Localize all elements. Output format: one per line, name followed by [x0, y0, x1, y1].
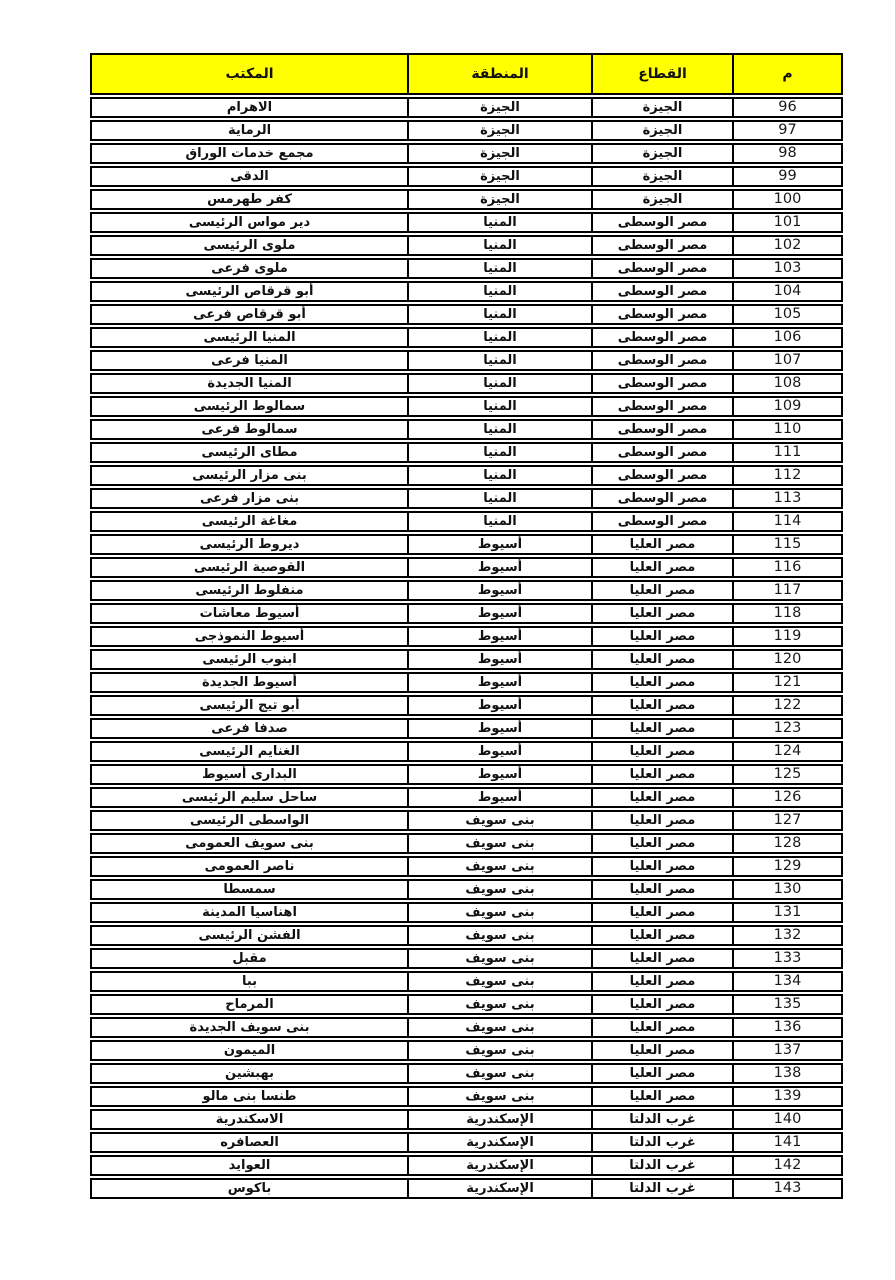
cell-number: 111	[732, 444, 841, 461]
cell-sector: مصر الوسطى	[591, 444, 732, 461]
table-row	[90, 419, 843, 440]
cell-number: 133	[732, 950, 841, 967]
cell-region: بنى سويف	[407, 927, 591, 944]
cell-sector: مصر العليا	[591, 789, 732, 806]
cell-sector: مصر الوسطى	[591, 421, 732, 438]
table-row	[90, 741, 843, 762]
cell-region: أسيوط	[407, 582, 591, 599]
table-row	[90, 327, 843, 348]
cell-region: بنى سويف	[407, 881, 591, 898]
cell-office: ابنوب الرئيسى	[202, 652, 297, 667]
cell-sector: مصر العليا	[591, 743, 732, 760]
cell-number: 106	[732, 329, 841, 346]
table-row	[90, 534, 843, 555]
cell-sector: مصر الوسطى	[591, 490, 732, 507]
cell-number: 98	[732, 145, 841, 162]
cell-region: أسيوط	[407, 789, 591, 806]
cell-number: 125	[732, 766, 841, 783]
cell-number: 102	[732, 237, 841, 254]
cell-number: 141	[732, 1134, 841, 1151]
cell-number: 96	[732, 99, 841, 116]
cell-number: 128	[732, 835, 841, 852]
cell-region: المنيا	[407, 260, 591, 277]
cell-sector: مصر الوسطى	[591, 467, 732, 484]
cell-number: 140	[732, 1111, 841, 1128]
cell-region: المنيا	[407, 421, 591, 438]
cell-office: أسيوط الجديدة	[202, 675, 298, 690]
table-row	[90, 1063, 843, 1084]
cell-region: أسيوط	[407, 743, 591, 760]
cell-office: اهناسيا المدينة	[202, 905, 297, 920]
cell-region: الإسكندرية	[407, 1111, 591, 1128]
cell-number: 109	[732, 398, 841, 415]
cell-office: الغنايم الرئيسى	[199, 744, 300, 759]
cell-region: أسيوط	[407, 605, 591, 622]
cell-region: بنى سويف	[407, 812, 591, 829]
offices-table	[90, 53, 843, 1199]
table-row	[90, 603, 843, 624]
cell-region: بنى سويف	[407, 1065, 591, 1082]
cell-number: 124	[732, 743, 841, 760]
cell-region: المنيا	[407, 283, 591, 300]
cell-sector: مصر العليا	[591, 858, 732, 875]
cell-office: كفر طهرمس	[207, 192, 292, 207]
cell-region: بنى سويف	[407, 858, 591, 875]
cell-number: 115	[732, 536, 841, 553]
table-row	[90, 1109, 843, 1130]
cell-number: 103	[732, 260, 841, 277]
cell-office: بنى مزار الرئيسى	[192, 468, 307, 483]
cell-sector: مصر الوسطى	[591, 352, 732, 369]
cell-number: 139	[732, 1088, 841, 1105]
cell-region: بنى سويف	[407, 996, 591, 1013]
table-row	[90, 465, 843, 486]
cell-office: العصافره	[220, 1135, 279, 1150]
cell-number: 112	[732, 467, 841, 484]
cell-office: ساحل سليم الرئيسى	[181, 790, 318, 805]
cell-office: المنيا فرعى	[211, 353, 288, 368]
cell-sector: مصر العليا	[591, 1088, 732, 1105]
table-row	[90, 787, 843, 808]
cell-number: 113	[732, 490, 841, 507]
cell-sector: مصر العليا	[591, 881, 732, 898]
cell-region: أسيوط	[407, 697, 591, 714]
table-row	[90, 304, 843, 325]
cell-region: بنى سويف	[407, 904, 591, 921]
cell-sector: مصر العليا	[591, 651, 732, 668]
cell-number: 105	[732, 306, 841, 323]
cell-region: المنيا	[407, 467, 591, 484]
cell-office: سمسطا	[223, 882, 276, 897]
table-row	[90, 143, 843, 164]
cell-office: المرماح	[225, 997, 274, 1012]
cell-sector: غرب الدلتا	[591, 1111, 732, 1128]
cell-number: 127	[732, 812, 841, 829]
table-row	[90, 557, 843, 578]
header-cell-sector: القطاع	[591, 55, 732, 93]
table-header-row	[90, 53, 843, 95]
header-cell-number: م	[732, 55, 841, 93]
cell-number: 116	[732, 559, 841, 576]
cell-sector: مصر العليا	[591, 835, 732, 852]
cell-office: صدفا فرعى	[211, 721, 288, 736]
cell-number: 136	[732, 1019, 841, 1036]
table-row	[90, 1040, 843, 1061]
cell-number: 117	[732, 582, 841, 599]
cell-office: بهبشين	[225, 1066, 275, 1081]
cell-region: الجيزة	[407, 191, 591, 208]
cell-sector: الجيزة	[591, 99, 732, 116]
cell-sector: مصر الوسطى	[591, 260, 732, 277]
cell-office: الاسكندرية	[215, 1112, 284, 1127]
table-row	[90, 580, 843, 601]
cell-office: أسيوط النموذجى	[194, 629, 305, 644]
cell-number: 126	[732, 789, 841, 806]
header-cell-office: المكتب	[225, 66, 274, 82]
cell-office: مجمع خدمات الوراق	[185, 146, 314, 161]
cell-number: 120	[732, 651, 841, 668]
cell-number: 121	[732, 674, 841, 691]
table-row	[90, 97, 843, 118]
cell-region: المنيا	[407, 237, 591, 254]
table-row	[90, 1178, 843, 1199]
cell-sector: مصر العليا	[591, 1042, 732, 1059]
cell-region: المنيا	[407, 329, 591, 346]
cell-office: دير مواس الرئيسى	[188, 215, 311, 230]
cell-sector: مصر العليا	[591, 720, 732, 737]
cell-region: المنيا	[407, 352, 591, 369]
cell-number: 119	[732, 628, 841, 645]
cell-office: بنى سويف العمومى	[185, 836, 314, 851]
cell-region: المنيا	[407, 306, 591, 323]
cell-sector: مصر العليا	[591, 536, 732, 553]
cell-office: سمالوط الرئيسى	[193, 399, 306, 414]
cell-region: المنيا	[407, 513, 591, 530]
cell-number: 134	[732, 973, 841, 990]
cell-sector: مصر العليا	[591, 927, 732, 944]
cell-region: أسيوط	[407, 536, 591, 553]
cell-office: ملوى فرعى	[211, 261, 288, 276]
cell-sector: مصر العليا	[591, 973, 732, 990]
cell-office: طنسا بنى مالو	[202, 1089, 297, 1104]
cell-number: 107	[732, 352, 841, 369]
table-row	[90, 649, 843, 670]
table-row	[90, 442, 843, 463]
cell-sector: مصر الوسطى	[591, 398, 732, 415]
cell-region: المنيا	[407, 375, 591, 392]
cell-region: المنيا	[407, 214, 591, 231]
header-cell-region: المنطقة	[407, 55, 591, 93]
cell-region: الجيزة	[407, 99, 591, 116]
table-row	[90, 120, 843, 141]
cell-sector: مصر العليا	[591, 766, 732, 783]
table-row	[90, 925, 843, 946]
cell-number: 129	[732, 858, 841, 875]
cell-region: الجيزة	[407, 122, 591, 139]
cell-sector: مصر العليا	[591, 950, 732, 967]
cell-region: بنى سويف	[407, 973, 591, 990]
table-row	[90, 948, 843, 969]
cell-region: أسيوط	[407, 651, 591, 668]
cell-sector: مصر الوسطى	[591, 306, 732, 323]
cell-sector: مصر العليا	[591, 1019, 732, 1036]
cell-number: 118	[732, 605, 841, 622]
cell-office: أبو قرقاص فرعى	[193, 307, 306, 322]
cell-sector: مصر العليا	[591, 582, 732, 599]
cell-office: الميمون	[223, 1043, 276, 1058]
cell-office: ببا	[241, 974, 258, 989]
table-row	[90, 1086, 843, 1107]
table-row	[90, 350, 843, 371]
cell-region: المنيا	[407, 490, 591, 507]
table-row	[90, 396, 843, 417]
cell-office: ديروط الرئيسى	[199, 537, 300, 552]
cell-office: العوايد	[228, 1158, 271, 1173]
cell-sector: مصر العليا	[591, 697, 732, 714]
cell-office: البدارى أسيوط	[202, 767, 297, 782]
cell-sector: مصر العليا	[591, 605, 732, 622]
cell-number: 122	[732, 697, 841, 714]
cell-region: الإسكندرية	[407, 1134, 591, 1151]
cell-sector: غرب الدلتا	[591, 1180, 732, 1197]
cell-region: بنى سويف	[407, 950, 591, 967]
cell-office: المنيا الرئيسى	[203, 330, 296, 345]
cell-number: 97	[732, 122, 841, 139]
cell-sector: مصر الوسطى	[591, 237, 732, 254]
cell-sector: مصر الوسطى	[591, 375, 732, 392]
cell-region: الجيزة	[407, 145, 591, 162]
cell-sector: مصر العليا	[591, 812, 732, 829]
cell-office: سمالوط فرعى	[201, 422, 298, 437]
cell-region: الإسكندرية	[407, 1157, 591, 1174]
cell-region: بنى سويف	[407, 1088, 591, 1105]
cell-region: أسيوط	[407, 720, 591, 737]
cell-office: ناصر العمومى	[204, 859, 295, 874]
table-row	[90, 856, 843, 877]
cell-number: 100	[732, 191, 841, 208]
cell-office: الدقى	[230, 169, 269, 184]
table-row	[90, 511, 843, 532]
cell-region: الإسكندرية	[407, 1180, 591, 1197]
cell-number: 138	[732, 1065, 841, 1082]
cell-region: أسيوط	[407, 674, 591, 691]
cell-sector: مصر العليا	[591, 996, 732, 1013]
cell-office: مطاى الرئيسى	[201, 445, 298, 460]
table-row	[90, 718, 843, 739]
cell-number: 131	[732, 904, 841, 921]
table-row	[90, 1132, 843, 1153]
cell-office: الاهرام	[226, 100, 273, 115]
cell-sector: الجيزة	[591, 122, 732, 139]
cell-region: الجيزة	[407, 168, 591, 185]
cell-number: 108	[732, 375, 841, 392]
cell-sector: مصر العليا	[591, 559, 732, 576]
table-row	[90, 902, 843, 923]
cell-number: 132	[732, 927, 841, 944]
table-row	[90, 189, 843, 210]
table-row	[90, 764, 843, 785]
cell-sector: مصر العليا	[591, 674, 732, 691]
cell-office: بنى سويف الجديدة	[189, 1020, 310, 1035]
table-row	[90, 810, 843, 831]
cell-region: أسيوط	[407, 559, 591, 576]
table-row	[90, 971, 843, 992]
cell-region: أسيوط	[407, 628, 591, 645]
cell-sector: الجيزة	[591, 145, 732, 162]
cell-sector: مصر الوسطى	[591, 513, 732, 530]
table-row	[90, 281, 843, 302]
cell-sector: مصر الوسطى	[591, 329, 732, 346]
cell-office: أبو قرقاص الرئيسى	[185, 284, 314, 299]
cell-number: 137	[732, 1042, 841, 1059]
cell-sector: مصر الوسطى	[591, 283, 732, 300]
cell-sector: غرب الدلتا	[591, 1157, 732, 1174]
cell-office: مغاغة الرئيسى	[201, 514, 298, 529]
cell-sector: مصر العليا	[591, 1065, 732, 1082]
table-row	[90, 212, 843, 233]
cell-sector: غرب الدلتا	[591, 1134, 732, 1151]
table-row	[90, 235, 843, 256]
cell-office: أبو تيج الرئيسى	[199, 698, 300, 713]
cell-office: بنى مزار فرعى	[199, 491, 300, 506]
cell-office: القوصية الرئيسى	[193, 560, 306, 575]
cell-number: 143	[732, 1180, 841, 1197]
table-row	[90, 258, 843, 279]
table-row	[90, 166, 843, 187]
cell-region: المنيا	[407, 398, 591, 415]
cell-office: مقبل	[232, 951, 267, 966]
table-row	[90, 488, 843, 509]
cell-number: 142	[732, 1157, 841, 1174]
cell-office: منفلوط الرئيسى	[195, 583, 304, 598]
cell-number: 104	[732, 283, 841, 300]
cell-number: 101	[732, 214, 841, 231]
table-row	[90, 833, 843, 854]
cell-sector: مصر العليا	[591, 904, 732, 921]
cell-office: أسيوط معاشات	[199, 606, 300, 621]
cell-number: 114	[732, 513, 841, 530]
table-row	[90, 626, 843, 647]
cell-region: بنى سويف	[407, 1042, 591, 1059]
cell-office: المنيا الجديدة	[207, 376, 292, 391]
table-row	[90, 1017, 843, 1038]
cell-sector: الجيزة	[591, 191, 732, 208]
cell-region: المنيا	[407, 444, 591, 461]
cell-region: أسيوط	[407, 766, 591, 783]
cell-number: 130	[732, 881, 841, 898]
cell-office: باكوس	[227, 1181, 272, 1196]
cell-sector: مصر العليا	[591, 628, 732, 645]
cell-region: بنى سويف	[407, 1019, 591, 1036]
cell-sector: الجيزة	[591, 168, 732, 185]
cell-number: 99	[732, 168, 841, 185]
table-row	[90, 879, 843, 900]
table-row	[90, 373, 843, 394]
cell-office: الفشن الرئيسى	[198, 928, 301, 943]
cell-number: 110	[732, 421, 841, 438]
cell-office: الرماية	[227, 123, 272, 138]
table-row	[90, 672, 843, 693]
table-row	[90, 1155, 843, 1176]
cell-region: بنى سويف	[407, 835, 591, 852]
cell-sector: مصر الوسطى	[591, 214, 732, 231]
cell-number: 123	[732, 720, 841, 737]
table-row	[90, 994, 843, 1015]
cell-office: ملوى الرئيسى	[203, 238, 296, 253]
cell-number: 135	[732, 996, 841, 1013]
cell-office: الواسطى الرئيسى	[189, 813, 310, 828]
table-row	[90, 695, 843, 716]
